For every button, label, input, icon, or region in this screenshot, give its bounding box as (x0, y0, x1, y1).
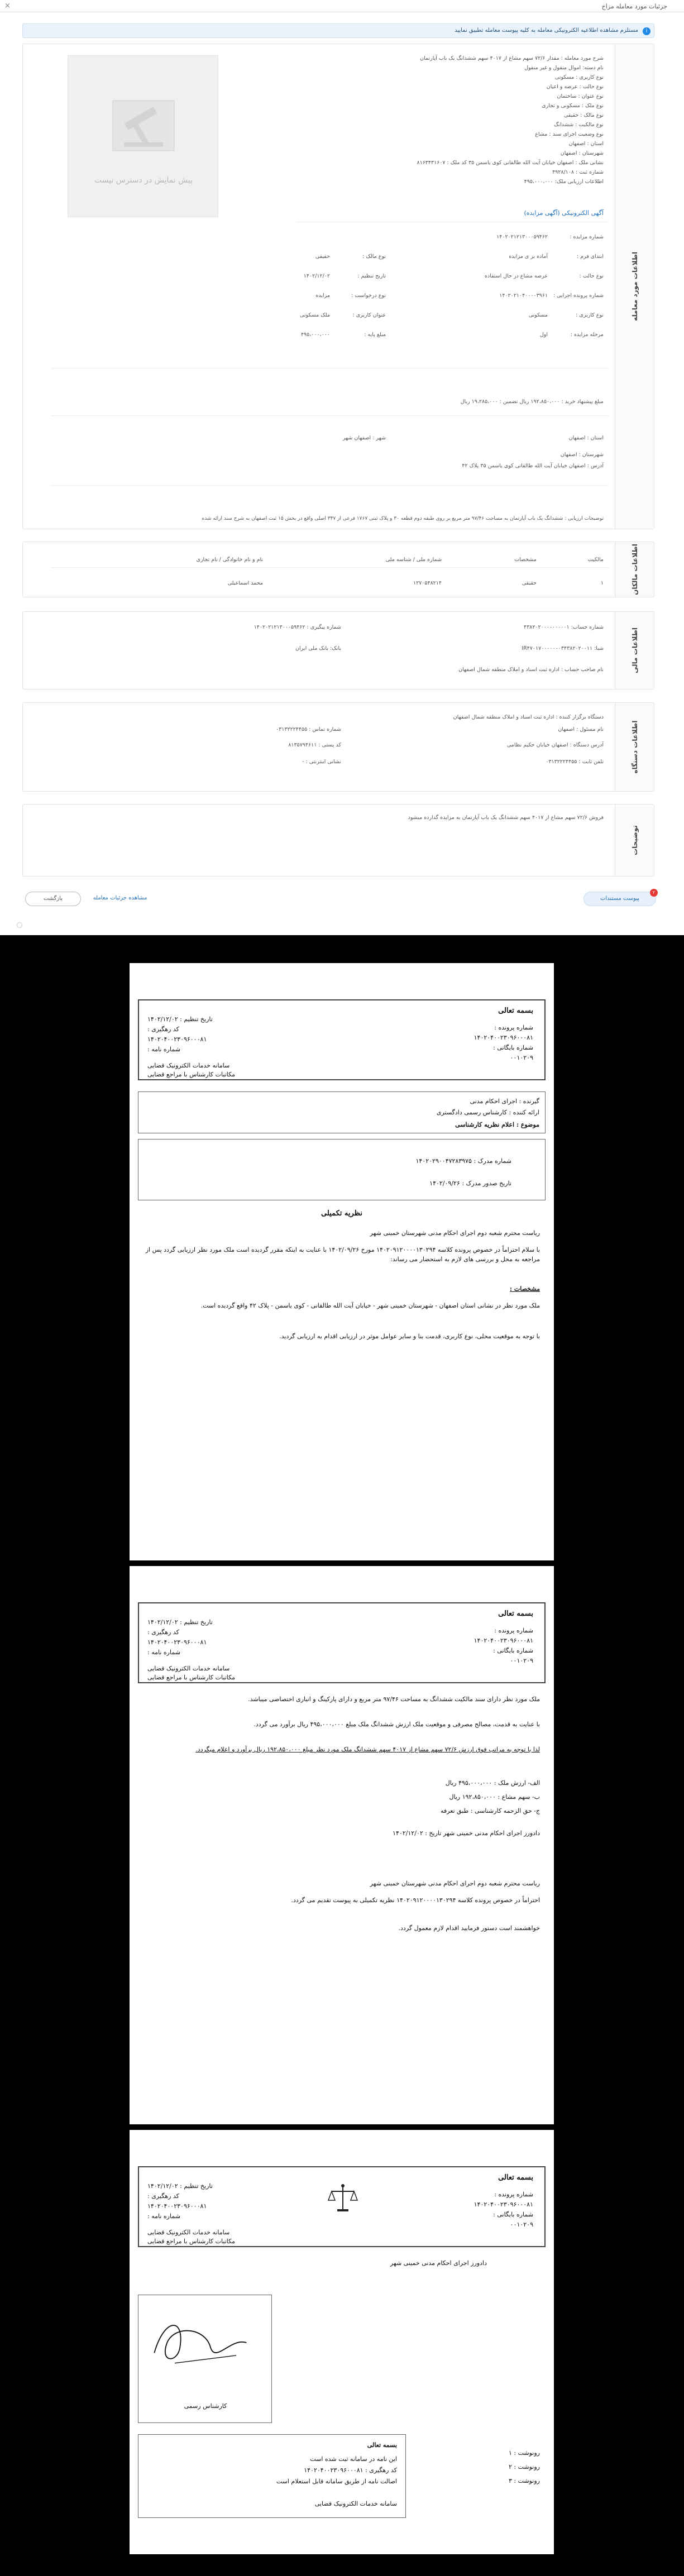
letter-paragraph: مشخصات : (510, 1285, 540, 1292)
attachments-label: پیوست مستندات (600, 896, 640, 902)
view-details-link[interactable]: مشاهده جزئیات معامله (93, 895, 147, 901)
finance-row: شماره حساب: ۴۳۸۲۰۲۰۰۰۰۰۰۰۰۰۱ (524, 624, 604, 630)
signature-box (138, 2295, 272, 2423)
letter-header (138, 1602, 546, 1683)
grid-value: ۴۹۵،۰۰۰،۰۰۰ (300, 332, 330, 338)
finance-row: شبا: IR۴۷۰۱۷۰۰۰۰۰۰۰۳۴۳۸۲۰۲۰۰۱۱ (522, 645, 604, 652)
file-number: ۱۴۰۲۰۴۰۰۲۳۰۹۶۰۰۰۸۱ (473, 1637, 533, 1644)
grid-label: مرحله مزایده : (570, 332, 604, 338)
grid-label: نوع درخواست : (351, 293, 386, 299)
agency-section (22, 702, 654, 792)
owners-header: مالکیت (587, 557, 604, 563)
info-notice (22, 23, 654, 38)
agency-row: نشانی اینترنتی : - (302, 759, 341, 765)
letter-paragraph: ملک مورد نظر دارای سند مالکیت ششدانگ به مساحت ۹۷/۴۶ متر مربع و دارای پارکینگ و انباری اختصاصی میباشد. (248, 1696, 540, 1703)
egov-notice-link[interactable]: آگهی الکترونیکی (آگهی مزایده) (524, 209, 604, 217)
agency-row: نام مسئول : اصفهان (558, 726, 604, 732)
letter-paragraph: ب- سهم مشاع : ۱۹۲،۸۵۰،۰۰۰ ریال (449, 1793, 540, 1801)
letter-paragraph: با سلام احتراماً در خصوص پرونده کلاسه ۱۴۰۲۰۹۱۲۰۰۰۰۱۳۰۲۹۴ مورخ ۱۴۰۲/۰۹/۲۶ با عنایت به اینکه مقرر گردیده است ملک مورد نظر ارزیابی گردد پس از مراجعه به محل و بررسی های لازم به استحضار می رساند: (145, 1246, 540, 1263)
finance-section (22, 611, 654, 690)
letter-paragraph: الف- ارزش ملک : ۴۹۵،۰۰۰،۰۰۰ ریال (445, 1779, 540, 1787)
owners-header: نام و نام خانوادگی / نام تجاری (196, 557, 263, 563)
grid-value: ۱۴۰۲۰۲۱۲۱۳۰۰۰۵۹۴۶۲ (496, 234, 548, 240)
file-number: ۱۴۰۲۰۴۰۰۲۳۰۹۶۰۰۰۸۱ (473, 1034, 533, 1041)
description-section (22, 804, 654, 877)
grid-value: اول (539, 332, 548, 338)
system-subtitle: مکاتبات کارشناس با مراجع قضایی (147, 1071, 236, 1078)
section-title: اطلاعات مالی (615, 612, 654, 689)
letter-meta (138, 1091, 546, 1133)
signature-image (144, 2306, 267, 2379)
close-icon[interactable]: × (4, 2, 11, 10)
address-row: استان : اصفهان (568, 435, 604, 441)
section-title: اطلاعات مالکان (615, 542, 654, 597)
archive-number: ۰۰۱۰۲۰۹ (510, 1054, 533, 1061)
letter-title: بسمه تعالی (498, 2173, 533, 2182)
copy-line: رونوشت : ۲ (508, 2463, 540, 2470)
agency-row: آدرس دستگاه : اصفهان خیابان حکیم نظامی (506, 742, 604, 748)
document-date: تاریخ صدور مدرک : ۱۴۰۲/۰۹/۲۶ (429, 1180, 511, 1187)
info-row: نوع ملک : مسکونی و تجاری (542, 103, 604, 109)
tracking-code: ۱۴۰۲۰۴۰۰۲۳۰۹۶۰۰۰۸۱ (147, 1036, 207, 1043)
letter-paragraph: با توجه به موقعیت محلی، نوع کاربری، قدمت بنا و سایر عوامل موثر در ارزیابی اقدام به ارزیابی گردید. (279, 1333, 540, 1340)
tracking-code: ۱۴۰۲۰۴۰۰۲۳۰۹۶۰۰۰۸۱ (147, 1639, 207, 1646)
info-row: نشانی ملک : اصفهان خیابان آیت الله طالقانی کوی یاسمن ۳۵ کد ملک : ۸۱۶۳۴۳۱۶۰۷ (417, 160, 604, 166)
system-name: سامانه خدمات الکترونیک قضایی (147, 2229, 230, 2236)
letter-header (138, 999, 546, 1080)
document-page (130, 963, 554, 1560)
system-subtitle: مکاتبات کارشناس با مراجع قضایی (147, 1674, 236, 1681)
grid-value: مزایده (315, 293, 330, 299)
price-row: مبلغ پیشنهاد خرید : ۱۹۲،۸۵۰،۰۰۰ ریال تضمین : ۱۹،۲۸۵،۰۰۰ ریال (460, 399, 604, 405)
grid-label: عنوان کاربری : (352, 312, 386, 318)
system-name: سامانه خدمات الکترونیک قضایی (147, 1665, 230, 1672)
file-number-label: شماره پرونده : (494, 1024, 533, 1031)
info-row: اطلاعات ارزیابی ملک: ۴۹۵،۰۰۰،۰۰۰ (524, 179, 604, 185)
document-page (130, 1566, 554, 2124)
grid-label: شماره مزایده : (570, 234, 604, 240)
owners-section (22, 542, 654, 597)
info-row: شهرستان : اصفهان (560, 150, 604, 156)
assessment-desc: توضیحات ارزیابی : ششدانگ یک باب آپارتمان به مساحت ۹۷/۴۶ متر مربع بر روی طبقه دوم قطعه ۳۰ و پلاک ثبتی ۱۷۶۷ فرعی از ۳۴۷ اصلی واقع در بخش ۱۵ ثبت اصفهان به شرح سند ارائه شده (202, 516, 604, 521)
judiciary-emblem-icon (326, 2181, 360, 2215)
info-row: نام دسته: اموال منقول و غیر منقول (524, 65, 604, 71)
agency-row: تلفن ثابت : ۰۳۱۳۲۲۲۴۴۵۵ (546, 759, 604, 765)
file-number-label: شماره پرونده : (494, 2191, 533, 2198)
owner-cell: ۱۲۷۰۵۴۸۲۱۴ (413, 580, 442, 586)
issue-date: تاریخ تنظیم : ۱۴۰۲/۱۲/۰۲ (147, 1016, 213, 1023)
letter-paragraph: ریاست محترم شعبه دوم اجرای احکام مدنی شهرستان خمینی شهر (370, 1880, 540, 1887)
signer-name: کارشناس رسمی (184, 2402, 227, 2410)
grid-label: تاریخ تنظیم : (357, 273, 386, 279)
issue-date: تاریخ تنظیم : ۱۴۰۲/۱۲/۰۲ (147, 2182, 213, 2190)
address-row: آدرس : اصفهان خیابان آیت الله طالقانی کوی یاسمن ۳۵ پلاک ۴۲ (462, 463, 604, 469)
info-row: نوع وضعیت اجرای سند : مشاع (535, 131, 604, 137)
document-viewer[interactable] (0, 935, 684, 2576)
grid-value: عرصه مشاع در حال استفاده (484, 273, 548, 279)
subject: موضوع : اعلام نظریه کارشناسی (455, 1121, 539, 1128)
placeholder-caption: پیش نمایش در دسترس نیست (94, 176, 193, 185)
letter-title: بسمه تعالی (498, 1007, 533, 1015)
agency-row: شماره تماس : ۰۳۱۳۲۲۲۴۴۵۵ (276, 726, 341, 732)
grid-value: حقیقی (315, 253, 330, 260)
system-name: سامانه خدمات الکترونیک قضایی (147, 1062, 230, 1069)
tracking-label: کد رهگیری : (147, 1629, 179, 1636)
info-row: شماره ثبت : ۴۹۲۸/۱۰۸ (552, 169, 604, 175)
letter-paragraph: دادورز اجرای احکام مدنی خمینی شهر تاریخ : ۱۴۰۲/۱۲/۰۲ (393, 1830, 540, 1837)
agency-row: کد پستی : ۸۱۳۵۷۹۴۶۱۱ (288, 742, 341, 748)
sender: ارائه کننده : کارشناس رسمی دادگستری (436, 1109, 539, 1116)
archive-label: شماره بایگانی : (493, 1647, 533, 1654)
grid-value: ۱۴۰۲۰۲۱۰۴۰۰۰۰۳۹۶۱ (499, 293, 548, 299)
stamp-title: بسمه تعالی (367, 2441, 397, 2449)
copy-line: رونوشت : ۳ (508, 2477, 540, 2484)
zoom-indicator (17, 922, 22, 928)
stamp-footer: سامانه خدمات الکترونیک قضایی (314, 2500, 397, 2507)
window-titlebar (0, 0, 684, 12)
notice-text: مستلزم مشاهده اطلاعیه الکترونیکی معامله به کلیه پیوست معامله تطبیق نمایید (455, 27, 638, 33)
info-row: نوع کاربری : مسکونی (554, 74, 604, 80)
letter-number-label: شماره نامه : (147, 1046, 180, 1053)
owner-cell: محمد اسماعیلی (227, 580, 263, 586)
back-button[interactable]: بازگشت (25, 892, 81, 906)
owner-cell: ۱ (600, 580, 604, 586)
trade-info-section (22, 44, 654, 529)
section-title: اطلاعات دستگاه (615, 703, 654, 791)
stamp-line: کد رهگیری : ۱۴۰۲۰۴۰۰۲۳۰۹۶۰۰۰۸۱ (304, 2467, 397, 2474)
archive-number: ۰۰۱۰۲۰۹ (510, 2221, 533, 2228)
grid-value: ملک مسکونی (299, 312, 330, 318)
letter-paragraph: لذا با توجه به مراتب فوق ارزش ۷۲/۶ سهم مشاع از ۴۰۱۷ سهم ششدانگ ملک مورد نظر مبلغ ۱۹۲،۸۵۰،۰۰۰ ریال برآورد و اعلام میگردد. (195, 1746, 540, 1753)
info-row: نوع مالکیت : ششدانگ (553, 122, 604, 128)
agency-row: دستگاه برگزار کننده : اداره ثبت اسناد و املاک منطقه شمال اصفهان (453, 714, 604, 720)
signature-line: دادورز اجرای احکام مدنی خمینی شهر (390, 2259, 487, 2267)
owners-header: مشخصات (514, 557, 537, 563)
owner-cell: حقیقی (522, 580, 537, 586)
grid-value: ۱۴۰۲/۱۲/۰۲ (303, 273, 330, 279)
info-icon: i (643, 27, 650, 35)
stamp-line: این نامه در سامانه ثبت شده است (310, 2455, 397, 2463)
letter-paragraph: ریاست محترم شعبه دوم اجرای احکام مدنی شهرستان خمینی شهر (370, 1229, 540, 1237)
finance-row: نام صاحب حساب : اداره ثبت اسناد و املاک منطقه شمال اصفهان (458, 667, 604, 673)
stamp-line: اصالت نامه از طریق سامانه قابل استعلام است (276, 2478, 397, 2485)
finance-row: بانک: بانک ملی ایران (295, 645, 341, 652)
copy-line: رونوشت : ۱ (508, 2449, 540, 2457)
description-text: فروش ۷۲/۶ سهم مشاع از ۴۰۱۷ سهم ششدانگ یک باب آپارتمان به مزایده گذارده میشود (408, 815, 604, 821)
window-title: جزئیات مورد معامله مزاج (601, 3, 667, 10)
letter-paragraph: ج- حق الزحمه کارشناسی : طبق تعرفه (440, 1807, 540, 1814)
grid-value: آماده بر ی مزایده (509, 253, 548, 260)
letter-heading: نظریه تکمیلی (321, 1209, 362, 1218)
letter-paragraph: خواهشمند است دستور فرمایید اقدام لازم معمول گردد. (398, 1924, 540, 1932)
document-page (130, 2130, 554, 2554)
file-number: ۱۴۰۲۰۴۰۰۲۳۰۹۶۰۰۰۸۱ (473, 2201, 533, 2208)
finance-row: شماره پیگیری : ۱۴۰۲۰۲۱۲۱۳۰۰۰۵۹۴۶۲ (253, 624, 341, 630)
letter-title: بسمه تعالی (498, 1610, 533, 1618)
info-row: شرح مورد معامله : مقدار ۷۲/۶ سهم مشاع از ۴۰۱۷ سهم ششدانگ یک باب آپارتمان (420, 55, 604, 61)
section-title: اطلاعات مورد معامله (615, 44, 654, 529)
letter-paragraph: احتراماً در خصوص پرونده کلاسه ۱۴۰۲۰۹۱۲۰۰۰۰۱۳۰۲۹۴ نظریه تکمیلی به پیوست تقدیم می گردد. (291, 1897, 540, 1904)
letter-ref (138, 1139, 546, 1200)
recipient: گیرنده : اجرای احکام مدنی (470, 1098, 539, 1105)
info-row: استان : اصفهان (568, 141, 604, 147)
letter-paragraph: با عنایت به قدمت، مصالح مصرفی و موقعیت ملک ارزش ششدانگ ملک مبلغ ۴۹۵،۰۰۰،۰۰۰ ریال برآورد می گردد. (253, 1721, 540, 1728)
tracking-label: کد رهگیری : (147, 2192, 179, 2200)
info-row: نوع عنوان : ساختمان (557, 93, 604, 99)
document-number: شماره مدرک : ۱۴۰۲۰۲۹۰۰۴۷۲۸۳۹۷۵ (415, 1157, 511, 1165)
stamp-box (138, 2434, 406, 2518)
grid-label: شماره پرونده اجرایی : (553, 293, 604, 299)
archive-label: شماره بایگانی : (493, 2211, 533, 2218)
address-row: شهرستان : اصفهان (560, 452, 604, 458)
grid-label: ابتدای فرم : (576, 253, 604, 260)
attachments-button[interactable] (583, 892, 656, 906)
image-placeholder (68, 55, 218, 217)
letter-header (138, 2166, 546, 2247)
owners-header: شماره ملی / شناسه ملی (385, 557, 442, 563)
section-title: توضیحات (615, 805, 654, 876)
info-row: نوع حالت : عرصه و اعیان (546, 84, 604, 90)
letter-number-label: شماره نامه : (147, 1649, 180, 1656)
grid-value: مسکونی (528, 312, 548, 318)
archive-label: شماره بایگانی : (493, 1044, 533, 1051)
grid-label: نوع کاربری : (576, 312, 604, 318)
grid-label: نوع حالت : (579, 273, 604, 279)
attachments-count-badge: ۲ (650, 889, 658, 897)
tracking-code: ۱۴۰۲۰۴۰۰۲۳۰۹۶۰۰۰۸۱ (147, 2202, 207, 2210)
info-row: نوع مالک : حقیقی (563, 112, 604, 118)
image-placeholder-icon (107, 89, 180, 162)
issue-date: تاریخ تنظیم : ۱۴۰۲/۱۲/۰۲ (147, 1619, 213, 1626)
file-number-label: شماره پرونده : (494, 1627, 533, 1634)
letter-paragraph: ملک مورد نظر در نشانی استان اصفهان - شهرستان خمینی شهر - خیابان آیت الله طالقانی - کوی یاسمن - پلاک ۴۲ واقع گردیده است. (200, 1302, 540, 1309)
tracking-label: کد رهگیری : (147, 1026, 179, 1033)
address-row: شهر : اصفهان شهر (342, 435, 386, 441)
grid-label: مبلغ پایه : (364, 332, 386, 338)
archive-number: ۰۰۱۰۲۰۹ (510, 1657, 533, 1664)
system-subtitle: مکاتبات کارشناس با مراجع قضایی (147, 2238, 236, 2245)
grid-label: نوع مالک : (362, 253, 386, 260)
letter-number-label: شماره نامه : (147, 2213, 180, 2220)
